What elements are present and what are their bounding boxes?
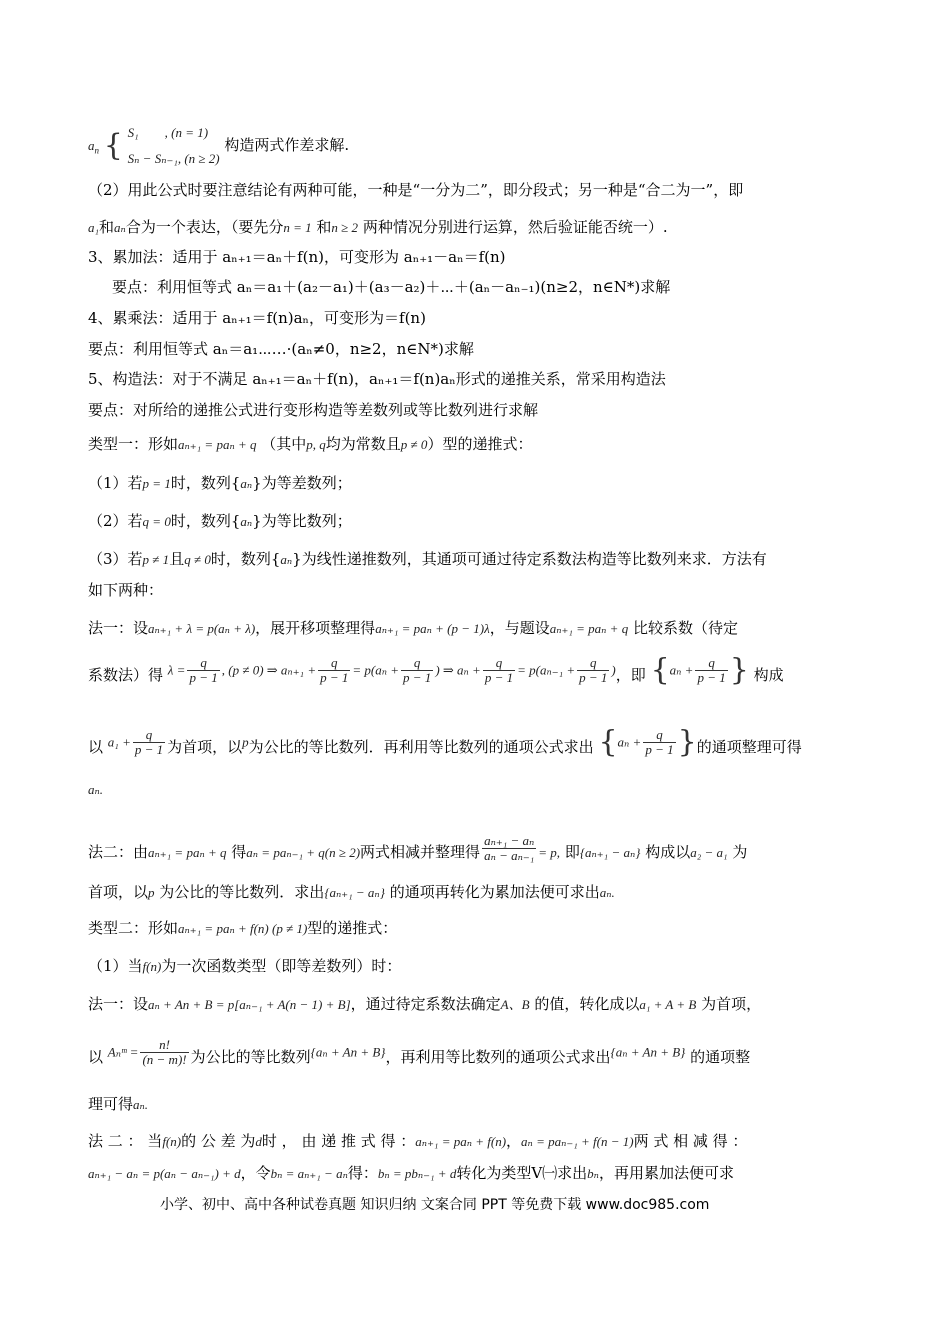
- fraction: [318, 656, 350, 685]
- fraction: [695, 656, 727, 685]
- text: 为首项，以: [167, 738, 243, 756]
- piecewise-row-1: S₁ , (n = 1): [127, 125, 209, 140]
- right-brace-icon: }: [677, 724, 697, 760]
- text: 为公比的等比数列．求出: [159, 883, 325, 901]
- section-5-point: 要点：对所给的递推公式进行变形构造等差数列或等比数列进行求解: [88, 401, 539, 419]
- math: f(n): [162, 1134, 182, 1149]
- text: 理可得: [88, 1095, 134, 1113]
- math: = p(aₙ₋₁ +: [517, 662, 576, 678]
- fraction: [401, 656, 433, 685]
- fraction: [482, 834, 536, 863]
- math: aₙ₊₁ = paₙ + f(n) (p ≠ 1): [178, 921, 308, 936]
- numerator: q: [656, 727, 663, 742]
- left-brace-icon: {: [650, 652, 670, 688]
- text: 首项，以: [88, 883, 149, 901]
- numerator: q: [200, 655, 207, 670]
- math: aₙ + An + B = p[aₙ₋₁ + A(n − 1) + B]: [148, 997, 351, 1012]
- fraction: [577, 656, 609, 685]
- math: λ =: [167, 662, 186, 678]
- section-3-point: 要点：利用恒等式 aₙ＝a₁＋(a₂－a₁)＋(a₃－a₂)＋⋯＋(aₙ－aₙ₋₁)(n≥2，n∈N*)求解: [112, 278, 671, 296]
- text: 时，数列{: [210, 550, 281, 568]
- text: 型的递推式：: [307, 919, 398, 937]
- text: 得: [231, 843, 247, 861]
- math: bₙ: [587, 1166, 599, 1181]
- math: aₙ₊₁ = paₙ + q: [178, 437, 257, 452]
- math: aₙ₊₁ = paₙ + q: [549, 621, 629, 636]
- type-1-case-3: [88, 549, 767, 570]
- text: 即: [564, 843, 580, 861]
- text: 两 式 相 减 得 ：: [633, 1132, 748, 1150]
- type-1-heading: [88, 434, 532, 455]
- fraction: [187, 656, 219, 685]
- math: bₙ = pbₙ₋₁ + d: [377, 1166, 457, 1181]
- type-1-case-2: [88, 511, 352, 532]
- math: aₙ = paₙ₋₁ + f(n − 1): [521, 1134, 634, 1149]
- numerator: aₙ₊₁ − aₙ: [484, 833, 535, 848]
- method-2-line: [88, 834, 747, 863]
- fraction: [133, 728, 165, 757]
- math: p, q: [306, 437, 326, 452]
- text: 转化为类型Ⅴ㈠求出: [456, 1164, 588, 1182]
- text: （3）若: [88, 550, 143, 568]
- text: 的通项整: [690, 1048, 751, 1066]
- text: ，: [506, 1132, 522, 1150]
- math-n2: n ≥ 2: [331, 220, 359, 235]
- math: aₙ.: [133, 1097, 149, 1112]
- math: aₙ₊₁ = paₙ + f(n): [415, 1134, 507, 1149]
- denominator: aₙ − aₙ₋₁: [484, 848, 535, 863]
- text: ，与题设: [489, 619, 550, 637]
- denominator: p − 1: [484, 670, 514, 685]
- math: Aₙᵐ =: [107, 1044, 139, 1060]
- text: 和: [316, 218, 332, 236]
- text: （1）若: [88, 474, 143, 492]
- math: bₙ = aₙ₊₁ − aₙ: [270, 1166, 348, 1181]
- text: }为等比数列；: [252, 512, 352, 530]
- text: （2）若: [88, 512, 143, 530]
- text: ，再利用等比数列的通项公式求出: [385, 1048, 611, 1066]
- type-1-case-3-cont: 如下两种：: [88, 581, 164, 599]
- math-n1: n = 1: [283, 220, 312, 235]
- text: ，通过待定系数法确定: [350, 995, 501, 1013]
- math: , (p ≠ 0) ⇒ aₙ₊₁ +: [221, 662, 317, 678]
- math: p: [148, 885, 155, 900]
- section-3-heading: 3、累加法：适用于 aₙ₊₁＝aₙ＋f(n)，可变形为 aₙ₊₁－aₙ＝f(n): [88, 248, 506, 266]
- math: aₙ +: [669, 662, 694, 678]
- math: aₙ₊₁ + λ = p(aₙ + λ): [148, 621, 256, 636]
- math: ): [611, 662, 616, 678]
- text: 法 二 ： 当: [88, 1132, 163, 1150]
- math: {aₙ + An + B}: [610, 1044, 686, 1060]
- left-brace-icon: {: [598, 724, 618, 760]
- math: = p(aₙ +: [352, 662, 400, 678]
- numerator: q: [145, 727, 153, 742]
- text: 构成以: [645, 843, 691, 861]
- denominator: (n − m)!: [142, 1052, 187, 1067]
- math: aₙ₊₁ = paₙ + q: [148, 845, 227, 860]
- left-brace-icon: {: [103, 128, 123, 163]
- math: p ≠ 0: [400, 437, 428, 452]
- piecewise-text: 构造两式作差求解.: [224, 136, 350, 154]
- section-4-heading: 4、累乘法：适用于 aₙ₊₁＝f(n)aₙ，可变形为＝f(n): [88, 309, 426, 327]
- denominator: p − 1: [645, 742, 674, 757]
- math: q = 0: [142, 514, 171, 529]
- text: 为公比的等比数列．再利用等比数列的通项公式求出: [248, 738, 594, 756]
- math: aₙ: [240, 476, 253, 491]
- denominator: p − 1: [320, 670, 349, 685]
- text: 两种情况分别进行运算，然后验证能否统一）.: [362, 218, 668, 236]
- type-2-method-2-cont: [88, 1163, 734, 1184]
- math: ) ⇒ aₙ +: [435, 662, 481, 678]
- math: {aₙ₊₁ − aₙ}: [579, 845, 641, 860]
- fraction: [483, 656, 515, 685]
- text: 系数法）得: [88, 666, 164, 684]
- text: 均为常数且: [325, 435, 401, 453]
- method-1-derivation: [88, 652, 784, 688]
- denominator: p − 1: [189, 670, 218, 685]
- math: aₙ₊₁ − aₙ = p(aₙ − aₙ₋₁) + d: [88, 1166, 241, 1181]
- a-n-symbol: $a_n$: [88, 138, 99, 156]
- math: d: [255, 1134, 262, 1149]
- math: aₙ: [240, 514, 253, 529]
- page-footer: 小学、初中、高中各种试卷真题 知识归纳 文案合同 PPT 等免费下载 www.doc985.com: [160, 1197, 710, 1213]
- text: 类型二：形如: [88, 919, 179, 937]
- text: 的通项再转化为累加法便可求出: [389, 883, 600, 901]
- text: 法一：设: [88, 995, 149, 1013]
- text: ，再用累加法便可求: [598, 1164, 734, 1182]
- math: = p,: [538, 845, 561, 860]
- math: aₙ₊₁ = paₙ + (p − 1)λ: [375, 621, 490, 636]
- text: 的通项整理可得: [696, 738, 802, 756]
- math: A、B: [500, 997, 530, 1012]
- text: 法二：由: [88, 843, 149, 861]
- math: f(n): [142, 959, 162, 974]
- denominator: p − 1: [579, 670, 608, 685]
- numerator: q: [413, 655, 421, 670]
- text: （其中: [261, 435, 307, 453]
- paragraph-note-2-cont: [88, 217, 668, 238]
- denominator: p − 1: [403, 670, 432, 685]
- text: }为线性递推数列，其通项可通过待定系数法构造等比数列来求．方法有: [292, 550, 767, 568]
- math: {aₙ + An + B}: [310, 1044, 386, 1060]
- denominator: p − 1: [134, 742, 164, 757]
- right-brace-icon: }: [729, 652, 749, 688]
- text: 的 公 差 为: [181, 1132, 256, 1150]
- paragraph-note-2: （2）用此公式时要注意结论有两种可能，一种是“一分为二”，即分段式；另一种是“合二为一”，即: [88, 181, 744, 199]
- numerator: q: [708, 655, 715, 670]
- type-2-method-1: [88, 994, 761, 1015]
- text: 为: [732, 843, 748, 861]
- text: 得：: [347, 1164, 378, 1182]
- text: 以: [88, 738, 104, 756]
- math: a₁ + A + B: [639, 997, 697, 1012]
- text: 为公比的等比数列: [190, 1048, 311, 1066]
- type-2-case-1: [88, 956, 401, 977]
- section-4-point: 要点：利用恒等式 aₙ＝a₁⋯…·(aₙ≠0，n≥2，n∈N*)求解: [88, 340, 474, 358]
- piecewise-rows: [128, 120, 220, 172]
- text: 时 ， 由 递 推 式 得 ：: [261, 1132, 416, 1150]
- text: 为首项，: [701, 995, 762, 1013]
- math-a1: a₁: [88, 220, 100, 235]
- method-1-line: [88, 618, 738, 639]
- piecewise-formula-line: [88, 120, 349, 172]
- numerator: q: [590, 655, 597, 670]
- math: p ≠ 1: [142, 552, 170, 567]
- math: a₁ +: [107, 734, 131, 750]
- math: {aₙ₊₁ − aₙ}: [324, 885, 385, 900]
- math: a₂ − a₁: [690, 845, 728, 860]
- text: 时，数列{: [170, 512, 241, 530]
- text: 比较系数（待定: [632, 619, 738, 637]
- text: （1）当: [88, 957, 143, 975]
- type-2-method-2: [88, 1131, 747, 1152]
- numerator: q: [330, 655, 338, 670]
- section-5-heading: 5、构造法：对于不满足 aₙ₊₁＝aₙ＋f(n)，aₙ₊₁＝f(n)aₙ形式的递推关系，常采用构造法: [88, 370, 666, 388]
- piecewise-row-2: Sₙ − Sₙ₋₁, (n ≥ 2): [127, 151, 220, 166]
- method-2-result: [88, 882, 615, 903]
- text: 的值，转化成以: [534, 995, 640, 1013]
- type-1-case-1: [88, 473, 352, 494]
- math: aₙ.: [599, 885, 615, 900]
- text: 法一：设: [88, 619, 149, 637]
- math: aₙ: [280, 552, 293, 567]
- text: 类型一：形如: [88, 435, 179, 453]
- type-2-method-1-cont: [88, 1038, 750, 1067]
- text: ）型的递推式：: [427, 435, 533, 453]
- text: 构成: [753, 666, 784, 684]
- text: ，即: [615, 666, 646, 684]
- math: aₙ +: [617, 734, 642, 750]
- numerator: q: [495, 655, 503, 670]
- type-2-heading: [88, 918, 397, 939]
- math: q ≠ 0: [184, 552, 211, 567]
- text: ，展开移项整理得: [255, 619, 376, 637]
- math: p: [242, 734, 249, 750]
- method-1-result-cont: aₙ.: [88, 782, 104, 797]
- fraction: [140, 1038, 188, 1067]
- text: 时，数列{: [170, 474, 241, 492]
- type-2-method-1-end: [88, 1094, 148, 1115]
- fraction: [643, 728, 675, 757]
- math-an: aₙ: [114, 220, 126, 235]
- numerator: n!: [159, 1037, 170, 1052]
- math: p = 1: [142, 476, 171, 491]
- text: 为一次函数类型（即等差数列）时：: [161, 957, 402, 975]
- text: 且: [169, 550, 185, 568]
- denominator: p − 1: [697, 670, 726, 685]
- text: 合为一个表达，（要先分: [125, 218, 284, 236]
- text: 两式相减并整理得: [360, 843, 481, 861]
- math: aₙ = paₙ₋₁ + q(n ≥ 2): [246, 845, 361, 860]
- text: }为等差数列；: [252, 474, 352, 492]
- method-1-result: [88, 724, 802, 760]
- text: ，令: [240, 1164, 271, 1182]
- text: 以: [88, 1048, 104, 1066]
- text: 和: [99, 218, 115, 236]
